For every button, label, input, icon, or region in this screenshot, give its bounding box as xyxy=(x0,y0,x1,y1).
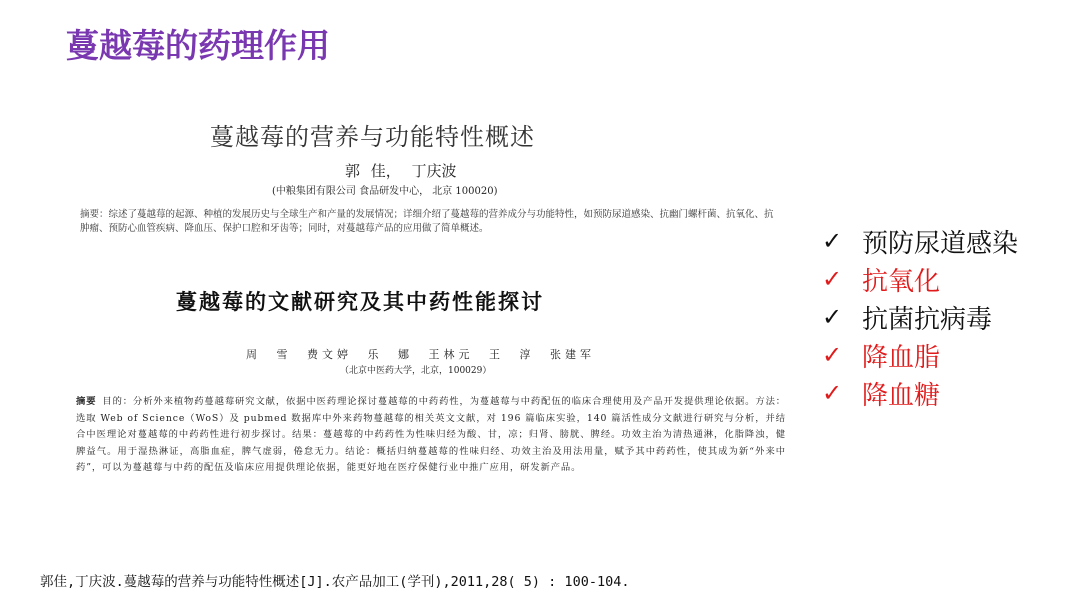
check-icon: ✓ xyxy=(822,341,843,369)
effect-item xyxy=(822,260,1072,298)
effect-item xyxy=(822,298,1072,336)
check-icon: ✓ xyxy=(822,227,843,255)
paper2-title: 蔓越莓的文献研究及其中药性能探讨 xyxy=(176,289,544,314)
paper1-title: 蔓越莓的营养与功能特性概述 xyxy=(210,123,535,151)
effect-label: 抗氧化 xyxy=(862,266,941,297)
effect-label: 降血脂 xyxy=(862,342,941,373)
paper2-affiliation: （北京中医药大学，北京，100029） xyxy=(340,366,492,376)
slide-title: 蔓越莓的药理作用 xyxy=(66,26,330,65)
effects-list xyxy=(822,222,1072,412)
effect-label: 抗菌抗病毒 xyxy=(862,304,993,335)
effect-item xyxy=(822,336,1072,374)
check-icon: ✓ xyxy=(822,379,843,407)
citation: 郭佳,丁庆波.蔓越莓的营养与功能特性概述[J].农产品加工(学刊),2011,28( 5) : 100-104. xyxy=(40,574,630,590)
effect-item xyxy=(822,222,1072,260)
paper1-authors: 郭 佳， 丁庆波 xyxy=(345,162,457,180)
paper2-abstract-label: 摘要 xyxy=(76,396,97,407)
paper2-abstract xyxy=(76,394,786,477)
effect-item xyxy=(822,374,1072,412)
effect-label: 降血糖 xyxy=(862,380,941,411)
paper1-abstract: 摘要：综述了蔓越莓的起源、种植的发展历史与全球生产和产量的发展情况；详细介绍了蔓越莓的营养成分与功能特性，如预防尿道感染、抗幽门螺杆菌、抗氧化、抗肿瘤、预防心血管疾病、降血压、保护口腔和牙齿等；同时，对蔓越莓产品的应用做了简单概述。 xyxy=(80,209,774,234)
check-icon: ✓ xyxy=(822,303,843,331)
effect-label: 预防尿道感染 xyxy=(862,228,1019,259)
paper2-abstract-text: 目的：分析外来植物药蔓越莓研究文献，依据中医药理论探讨蔓越莓的中药药性，为蔓越莓与中药配伍的临床合理使用及产品开发提供理论依据。方法：选取 Web of Science（WoS）及 pubmed 数据库中外来药物蔓越莓的相关英文文献，对 196 篇临床实验，140 篇活性成分文献进行研究与分析，并结合中医理论对蔓越莓的中药药性进行初步探讨。结果：蔓越莓的中药药性为性味归经为酸、甘，凉；归肾、膀胱、脾经。功效主治为清热通淋，化脂降浊，健脾益气。用于湿热淋证，高脂血症，脾气虚弱，倦怠无力。结论：概括归纳蔓越莓的性味归经、功效主治及用法用量，赋予其中药药性，使其成为新“外来中药”，可以为蔓越莓与中药的配伍及临床应用提供理论依据，能更好地在医疗保健行业中推广应用，研发新产品。 xyxy=(76,396,786,473)
paper2-authors: 周 雪 费文婷 乐 娜 王林元 王 淳 张建军 xyxy=(246,348,595,361)
paper1-affiliation: (中粮集团有限公司 食品研发中心， 北京 100020) xyxy=(272,186,498,197)
check-icon: ✓ xyxy=(822,265,843,293)
